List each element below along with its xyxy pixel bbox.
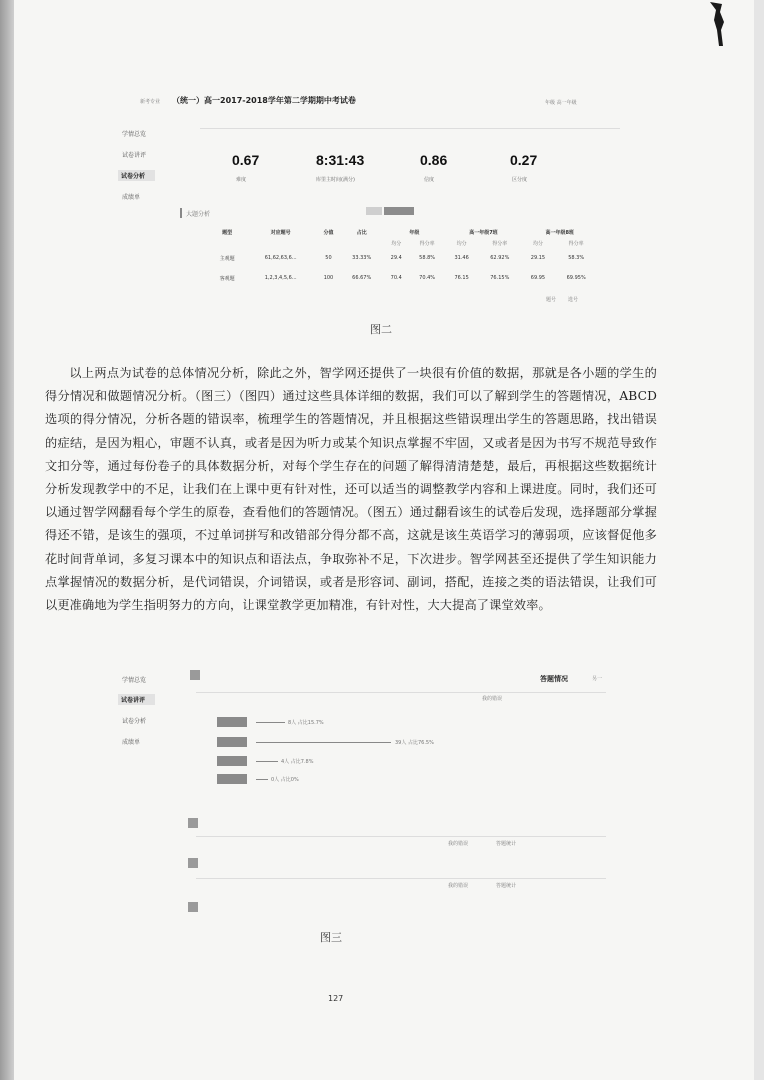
stat-difficulty-label: 难度 (236, 177, 247, 183)
figure-3-caption: 图三 (320, 931, 342, 944)
row-divider (196, 878, 606, 879)
table-cell: 29.4 (390, 255, 402, 261)
option-c-result: 4人 占比7.8% (281, 759, 314, 765)
table-cell: 58.8% (419, 255, 436, 261)
table-cell: 58.3% (568, 255, 585, 261)
ink-smudge-icon (706, 0, 728, 48)
stat-discrimination-value: 0.27 (510, 152, 538, 168)
header-divider (196, 692, 606, 693)
panel-side-tab[interactable]: 另一 (592, 676, 603, 682)
nav-analysis[interactable]: 试卷分析 (118, 170, 155, 181)
stat-reliability-label: 信度 (424, 177, 435, 183)
nav-scores[interactable]: 成绩单 (122, 739, 141, 746)
col-class7: 高一年级7班 (469, 229, 498, 236)
stat-time-label: 库里主时间(满分) (316, 177, 355, 183)
option-a-box[interactable] (217, 717, 247, 727)
table-footer-questions[interactable]: 题号 (546, 297, 557, 303)
table-cell: 76.15 (454, 275, 469, 281)
col-class8: 高一年级8班 (545, 229, 575, 236)
table-cell: 66.67% (352, 275, 372, 281)
sub-avg: 均分 (532, 240, 543, 247)
option-d-box[interactable] (217, 774, 247, 784)
grade-label[interactable]: 年级 高一年级 (545, 100, 577, 106)
option-c-bar (256, 761, 278, 762)
table-cell: 29.15 (530, 255, 546, 261)
sub-rate[interactable]: 得分率 (419, 240, 435, 247)
option-a-bar (256, 722, 285, 723)
question-icon[interactable] (188, 902, 198, 912)
panel-title: 答题情况 (540, 675, 568, 683)
nav-overview[interactable]: 学情总览 (122, 677, 147, 684)
exam-title[interactable]: （统一）高一2017-2018学年第二学期期中考试卷 (172, 96, 356, 105)
col-ratio: 占比 (356, 229, 367, 236)
sub-rate[interactable]: 得分率 (568, 240, 584, 247)
option-d-result: 0人 占比0% (271, 777, 299, 783)
figure-2-caption: 图二 (370, 323, 392, 336)
table-cell: 31.46 (454, 255, 469, 261)
table-cell: 33.33% (352, 255, 372, 261)
table-cell: 主观题 (219, 255, 235, 262)
action-stats[interactable]: 答题统计 (496, 841, 517, 847)
section-marker (180, 208, 182, 218)
view-toggle-chart[interactable] (384, 207, 414, 215)
table-cell: 62.92% (490, 255, 510, 261)
table-cell: 50 (325, 255, 332, 261)
section-title: 大题分析 (186, 211, 211, 218)
page-number: 127 (328, 994, 344, 1003)
header-divider (200, 128, 620, 129)
exam-label: 新考专业 (140, 99, 161, 105)
nav-scores[interactable]: 成绩单 (122, 194, 141, 201)
action-my-errors[interactable]: 我的错误 (482, 696, 503, 702)
table-cell: 客观题 (219, 275, 235, 282)
table-cell: 1,2,3,4,5,6... (264, 275, 297, 281)
stat-time-value: 8:31:43 (316, 152, 365, 168)
table-cell: 70.4% (419, 275, 436, 281)
nav-overview[interactable]: 学情总览 (122, 131, 147, 138)
table-cell: 100 (323, 275, 334, 281)
nav-review[interactable]: 试卷讲评 (118, 694, 155, 705)
table-cell: 76.15% (490, 275, 510, 281)
table-cell: 69.95% (566, 275, 586, 281)
action-my-errors[interactable]: 我的错误 (448, 841, 469, 847)
question-icon[interactable] (188, 858, 198, 868)
scan-edge-left (0, 0, 14, 1080)
nav-review[interactable]: 试卷讲评 (122, 152, 147, 159)
row-divider (196, 836, 606, 837)
option-b-bar (256, 742, 391, 743)
table-cell: 61,62,63,6... (264, 255, 297, 261)
table-cell: 70.4 (390, 275, 402, 281)
sub-avg: 均分 (391, 240, 402, 247)
table-row (210, 268, 598, 288)
scan-edge-right (754, 0, 764, 1080)
col-score: 分值 (323, 229, 334, 236)
sub-avg: 均分 (456, 240, 467, 247)
body-paragraph: 以上两点为试卷的总体情况分析，除此之外，智学网还提供了一块很有价值的数据，那就是各小题的学生的得分情况和做题情况分析。（图三）（图四）通过这些具体详细的数据，我们可以了解到学生的答题情况，ABCD 选项的得分情况，分析各题的错误率，梳理学生的答题情况，并且根据这些错误理出学生的答题思路，找出错误的症结，是因为粗心，审题不认真，或者是因为听力或某个知识点掌握不牢固，又或者是因为书写不规范导致作文扣分等，通过每份卷子的具体数据分析，对每个学生存在的问题了解得清清楚楚，最后，再根据这些数据统计分析发现教学中的不足，让我们在上课中更有针对性，还可以适当的调整教学内容和上课进度。同时，我们还可以通过智学网翻看每个学生的原卷，查看他们的答题情况。（图五）通过翻看该生的试卷后发现，选择题部分掌握得还不错，是该生的强项，不过单词拼写和改错部分得分都不高，这就是该生英语学习的薄弱项，应该督促他多花时间背单词，多复习课本中的知识点和语法点，争取弥补不足，下次进步。智学网甚至还提供了学生知识能力点掌握情况的数据分析，是代词错误，介词错误，或者是形容词、副词，搭配，连接之类的语法错误，让我们可以更准确地为学生指明努力的方向，让课堂教学更加精准，有针对性，大大提高了课堂效率。 (45, 366, 657, 613)
section-analysis-table (210, 226, 598, 288)
option-a-result: 8人 占比15.7% (288, 720, 324, 726)
action-stats[interactable]: 答题统计 (496, 883, 517, 889)
col-grade: 年级 (409, 229, 420, 236)
stat-reliability-value: 0.86 (420, 152, 448, 168)
option-b-result: 39人 占比76.5% (395, 740, 434, 746)
stat-difficulty-value: 0.67 (232, 152, 260, 168)
col-questions: 对应题号 (270, 229, 291, 236)
table-cell: 69.95 (530, 275, 546, 281)
nav-analysis[interactable]: 试卷分析 (122, 718, 147, 725)
stat-discrimination-label: 区分度 (512, 177, 528, 183)
option-c-box[interactable] (217, 756, 247, 766)
option-b-box[interactable] (217, 737, 247, 747)
question-icon[interactable] (190, 670, 200, 680)
question-icon[interactable] (188, 818, 198, 828)
view-toggle-table[interactable] (366, 207, 382, 215)
table-row (210, 248, 598, 268)
table-footer-choices[interactable]: 选号 (568, 297, 579, 303)
action-my-errors[interactable]: 我的错误 (448, 883, 469, 889)
option-d-bar (256, 779, 268, 780)
col-type: 题型 (222, 229, 233, 236)
sub-rate[interactable]: 得分率 (492, 240, 508, 247)
